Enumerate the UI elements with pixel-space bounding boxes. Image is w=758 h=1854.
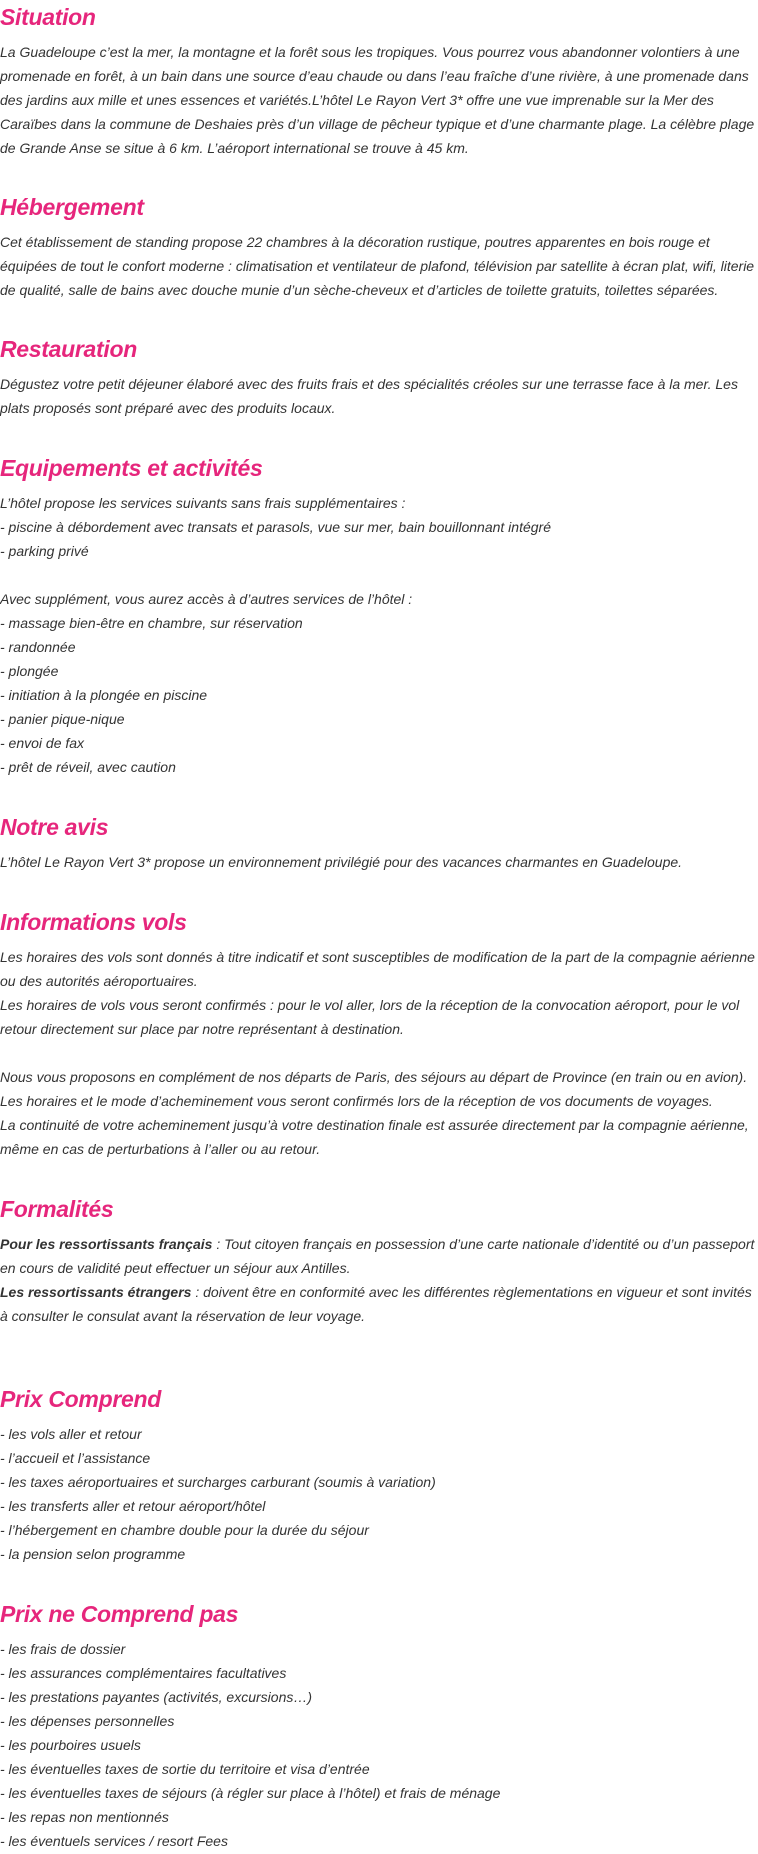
list-item: - les frais de dossier xyxy=(0,1641,126,1657)
formalites-francais: Pour les ressortissants français : Tout citoyen français en possession d’une carte nationale d’identité ou d’un passeport en cours de validité peut effectuer un séjour aux Antilles. xyxy=(0,1236,755,1276)
vols-paragraph: La continuité de votre acheminement jusqu’à votre destination finale est assurée directement par la compagnie aérienne, même en cas de perturbations à l’aller ou au retour. xyxy=(0,1117,749,1157)
list-item: - les dépenses personnelles xyxy=(0,1713,175,1729)
section-situation xyxy=(0,2,758,160)
section-title-avis: Notre avis xyxy=(0,814,109,840)
equipements-intro-paid: Avec supplément, vous aurez accès à d’autres services de l’hôtel : xyxy=(0,591,413,607)
section-title-restauration: Restauration xyxy=(0,336,137,362)
section-title-vols: Informations vols xyxy=(0,909,187,935)
situation-text: La Guadeloupe c’est la mer, la montagne et la forêt sous les tropiques. Vous pourrez vous abandonner volontiers à une promenade en forêt, à un bain dans une source d’eau chaude ou dans l’eau fraîche d’une rivière, à une promenade dans des jardins aux mille et unes essences et variétés.L’hôtel Le Rayon Vert 3* offre une vue imprenable sur la Mer des Caraïbes dans la commune de Deshaies près d’un village de pêcheur typique et d’une charmante plage. La célèbre plage de Grande Anse se situe à 6 km. L’aéroport international se trouve à 45 km. xyxy=(0,44,755,156)
vols-paragraph: Les horaires et le mode d’acheminement vous seront confirmés lors de la réception de vos documents de voyages. xyxy=(0,1093,713,1109)
list-item: - les éventuels services / resort Fees xyxy=(0,1833,228,1849)
list-item: - parking privé xyxy=(0,543,89,559)
section-formalites xyxy=(0,1194,758,1328)
list-item: - prêt de réveil, avec caution xyxy=(0,759,176,775)
list-item: - l’accueil et l’assistance xyxy=(0,1450,151,1466)
list-item: - les repas non mentionnés xyxy=(0,1809,169,1825)
section-prix-ne-comprend xyxy=(0,1599,758,1853)
section-hebergement xyxy=(0,192,758,302)
list-item: - plongée xyxy=(0,663,59,679)
list-item: - piscine à débordement avec transats et parasols, vue sur mer, bain bouillonnant intégré xyxy=(0,519,551,535)
section-avis xyxy=(0,812,758,874)
list-item: - l’hébergement en chambre double pour la durée du séjour xyxy=(0,1522,369,1538)
hebergement-text: Cet établissement de standing propose 22 chambres à la décoration rustique, poutres apparentes en bois rouge et équipées de tout le confort moderne : climatisation et ventilateur de plafond, télévision par satellite à écran plat, wifi, literie de qualité, salle de bains avec douche munie d’un sèche-cheveux et d’articles de toilette gratuits, toilettes séparées. xyxy=(0,234,755,298)
list-item: - les taxes aéroportuaires et surcharges carburant (soumis à variation) xyxy=(0,1474,436,1490)
list-item: - les vols aller et retour xyxy=(0,1426,142,1442)
section-title-formalites: Formalités xyxy=(0,1196,114,1222)
section-equipements xyxy=(0,453,758,779)
section-title-prix-ne-comprend: Prix ne Comprend pas xyxy=(0,1601,239,1627)
equipements-intro-free: L’hôtel propose les services suivants sans frais supplémentaires : xyxy=(0,495,406,511)
section-title-hebergement: Hébergement xyxy=(0,194,144,220)
list-item: - massage bien-être en chambre, sur réservation xyxy=(0,615,303,631)
avis-text: L’hôtel Le Rayon Vert 3* propose un environnement privilégié pour des vacances charmantes en Guadeloupe. xyxy=(0,854,683,870)
list-item: - initiation à la plongée en piscine xyxy=(0,687,208,703)
section-vols xyxy=(0,907,758,1161)
list-item: - les prestations payantes (activités, excursions…) xyxy=(0,1689,313,1705)
section-restauration xyxy=(0,334,758,420)
restauration-text: Dégustez votre petit déjeuner élaboré avec des fruits frais et des spécialités créoles sur une terrasse face à la mer. Les plats proposés sont préparé avec des produits locaux. xyxy=(0,376,738,416)
section-title-situation: Situation xyxy=(0,4,96,30)
list-item: - les pourboires usuels xyxy=(0,1737,141,1753)
vols-paragraph: Les horaires de vols vous seront confirmés : pour le vol aller, lors de la réception de la convocation aéroport, pour le vol retour directement sur place par notre représentant à destination. xyxy=(0,997,740,1037)
section-title-equipements: Equipements et activités xyxy=(0,455,263,481)
list-item: - les éventuelles taxes de séjours (à régler sur place à l’hôtel) et frais de ménage xyxy=(0,1785,501,1801)
list-item: - envoi de fax xyxy=(0,735,85,751)
list-item: - les éventuelles taxes de sortie du territoire et visa d’entrée xyxy=(0,1761,370,1777)
list-item: - la pension selon programme xyxy=(0,1546,186,1562)
list-item: - randonnée xyxy=(0,639,76,655)
vols-paragraph: Nous vous proposons en complément de nos départs de Paris, des séjours au départ de Province (en train ou en avion). xyxy=(0,1069,748,1085)
list-item: - les assurances complémentaires facultatives xyxy=(0,1665,287,1681)
formalites-etrangers: Les ressortissants étrangers : doivent être en conformité avec les différentes règlementations en vigueur et sont invités à consulter le consulat avant la réservation de leur voyage. xyxy=(0,1284,752,1324)
formalites-francais-label: Pour les ressortissants français xyxy=(0,1236,213,1252)
section-prix-comprend xyxy=(0,1384,758,1566)
list-item: - panier pique-nique xyxy=(0,711,125,727)
list-item: - les transferts aller et retour aéroport/hôtel xyxy=(0,1498,266,1514)
vols-paragraph: Les horaires des vols sont donnés à titre indicatif et sont susceptibles de modification de la part de la compagnie aérienne ou des autorités aéroportuaires. xyxy=(0,949,755,989)
section-title-prix-comprend: Prix Comprend xyxy=(0,1386,161,1412)
formalites-etrangers-label: Les ressortissants étrangers xyxy=(0,1284,192,1300)
